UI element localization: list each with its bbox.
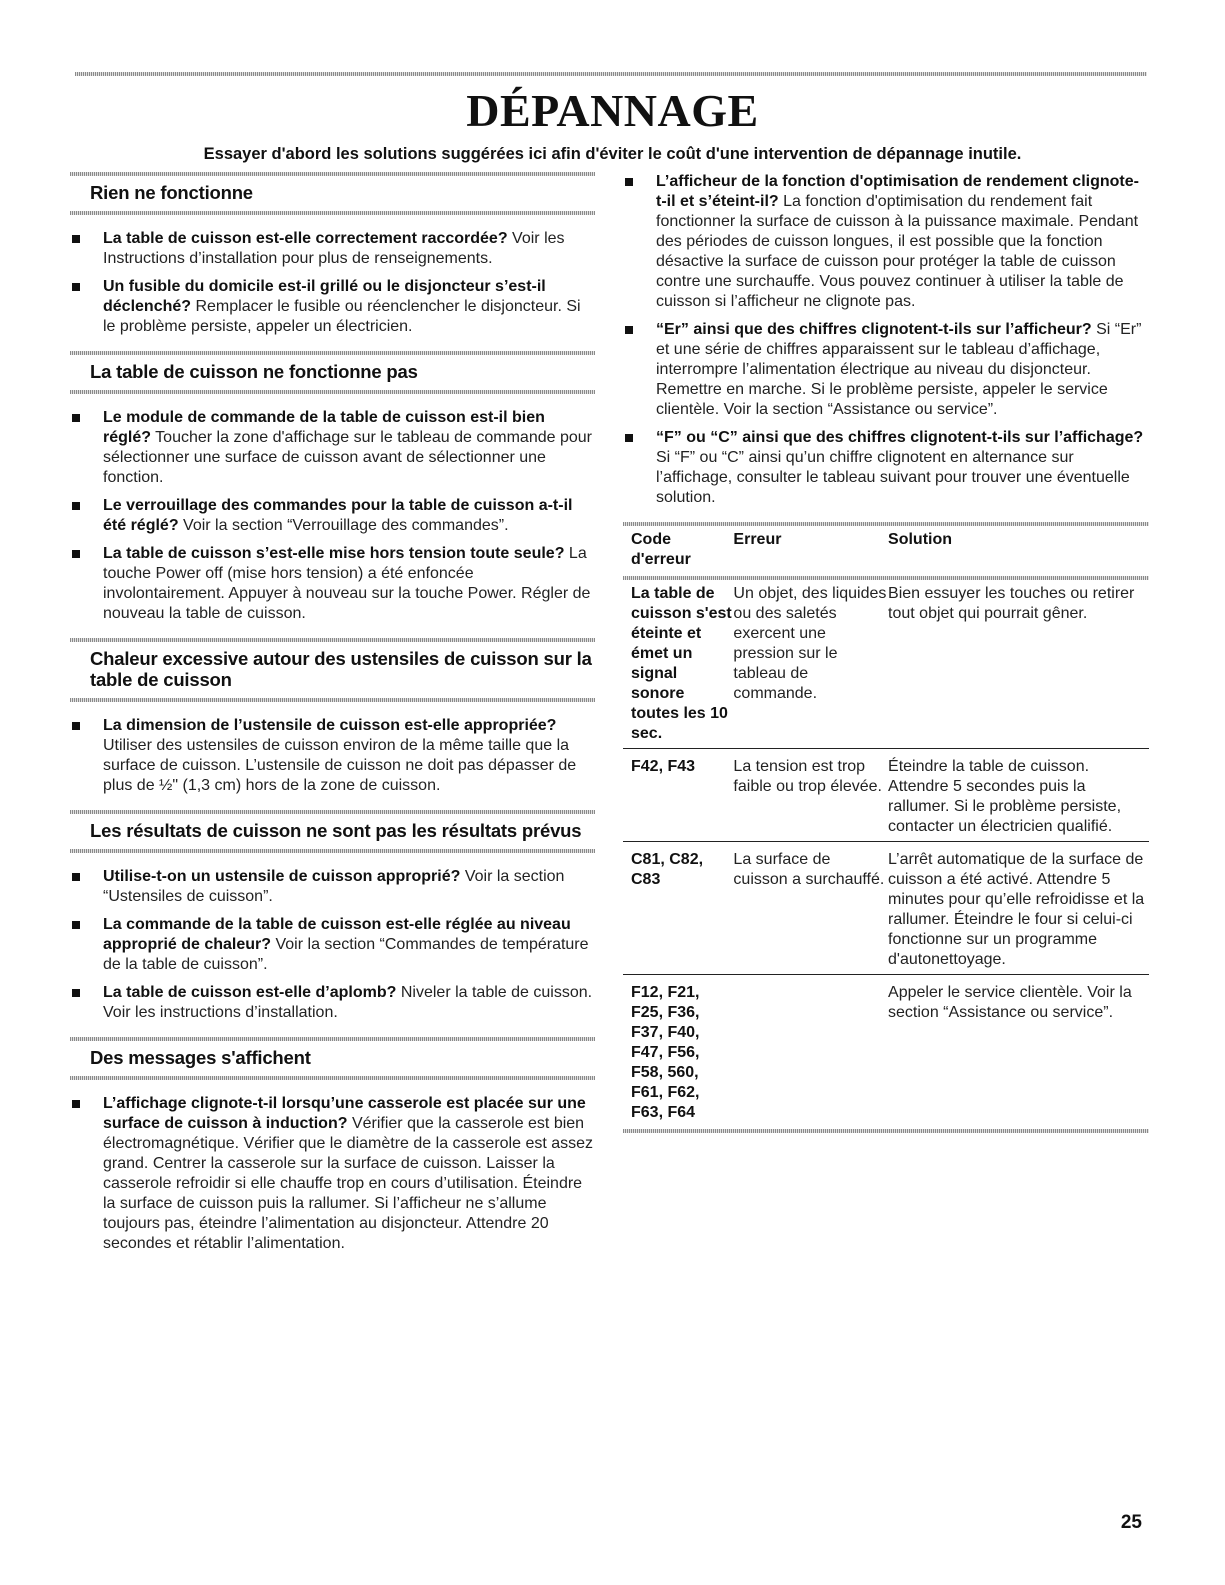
section-list [70,867,595,1023]
table-row [623,975,1149,1133]
table-cell-solution: Appeler le service clientèle. Voir la section “Assistance ou service”. [888,984,1132,1021]
table-header-row [623,522,1149,576]
answer: Vérifier que la casserole est bien électromagnétique. Vérifier que le diamètre de la casserole est assez grand. Centrer la casserole sur la surface de cuisson. Laisser la casserole refroidir si elle chauffe trop en cours d’utilisation. Éteindre la surface de cuisson puis la rallumer. Si l’afficheur ne s’allume toujours pas, éteindre l’alimentation au disjoncteur. Attendre 20 secondes et rétablir l’alimentation. [103,1115,594,1252]
table-cell-code: F42, F43 [631,758,696,775]
bullet-icon [72,873,80,881]
answer: Niveler la table de cuisson. Voir les instructions d’installation. [103,984,593,1021]
table-cell-error: La tension est trop faible ou trop élevée. [733,758,882,795]
section-heading [70,1037,595,1080]
left-column [70,172,595,1268]
answer: Voir la section “Commandes de température de la table de cuisson”. [103,936,589,973]
answer: Utiliser des ustensiles de cuisson environ de la même taille que la surface de cuisson. L’ustensile de cuisson ne doit pas dépasser de plus de ½" (1,3 cm) hors de la zone de cuisson. [103,737,577,794]
top-rule [75,72,1147,76]
bullet-icon [72,989,80,997]
question: Le verrouillage des commandes pour la table de cuisson a-t-il été réglé? [103,497,573,534]
table-row [623,842,1149,975]
list-item [70,496,595,536]
bullet-icon [72,502,80,510]
bullet-icon [625,326,633,334]
section-list [70,408,595,624]
answer: Voir la section “Verrouillage des commandes”. [178,517,509,534]
answer: Si “F” ou “C” ainsi qu’un chiffre clignotent en alternance sur l’affichage, consulter le tableau suivant pour trouver une éventuelle solution. [656,449,1130,506]
table-cell-error: La surface de cuisson a surchauffé. [733,851,885,888]
table-cell-solution: L’arrêt automatique de la surface de cuisson a été activé. Attendre 5 minutes pour qu’elle refroidisse et la rallumer. Éteindre le four si celui-ci fonctionne sur un programme d'autonettoyage. [888,851,1145,968]
section-heading [70,638,595,702]
question: La table de cuisson est-elle correctement raccordée? [103,230,508,247]
section-heading [70,810,595,853]
bullet-icon [72,722,80,730]
list-item [70,867,595,907]
question: “F” ou “C” ainsi que des chiffres clignotent-t-ils sur l’affichage? [656,429,1144,446]
bullet-icon [72,414,80,422]
question: La dimension de l’ustensile de cuisson est-elle appropriée? [103,717,557,734]
list-item [623,172,1149,312]
list-item [70,277,595,337]
table-header-error: Erreur [733,531,782,548]
list-item [70,915,595,975]
answer: La touche Power off (mise hors tension) a été enfoncée involontairement. Appuyer à nouveau sur la touche Power. Régler de nouveau la table de cuisson. [103,545,591,622]
section-list [70,1094,595,1254]
list-item [70,408,595,488]
list-item [70,229,595,269]
question: Le module de commande de la table de cuisson est-il bien réglé? [103,409,545,446]
section-heading [70,172,595,215]
answer: Voir les Instructions d’installation pour plus de renseignements. [103,230,565,267]
table-row [623,749,1149,842]
list-item [70,544,595,624]
answer: Toucher la zone d'affichage sur le tableau de commande pour sélectionner une surface de cuisson avant de sélectionner une fonction. [103,429,592,486]
answer: Voir la section “Ustensiles de cuisson”. [103,868,565,905]
question: La commande de la table de cuisson est-elle réglée au niveau approprié de chaleur? [103,916,571,953]
table-cell-code: F12, F21, F25, F36, F37, F40, F47, F56, F58, 560, F61, F62, F63, F64 [631,984,700,1121]
answer: La fonction d'optimisation du rendement fait fonctionner la surface de cuisson à la puissance maximale. Pendant des périodes de cuisson longues, il est possible que la fonction désactive la surface de cuisson pour protéger la table de cuisson contre une surchauffe. Vous pouvez continuer à utiliser la table de cuisson si l’afficheur ne clignote pas. [656,193,1139,310]
question: Un fusible du domicile est-il grillé ou le disjoncteur s’est-il déclenché? [103,278,546,315]
table-header-solution: Solution [888,531,953,548]
bullet-icon [72,283,80,291]
section-title: Chaleur excessive autour des ustensiles de cuisson sur la table de cuisson [90,648,592,690]
table-header-code: Code d'erreur [631,531,691,568]
question: L’affichage clignote-t-il lorsqu’une casserole est placée sur une surface de cuisson à induction? [103,1095,586,1132]
page-number: 25 [1120,1512,1142,1533]
section-list [623,172,1149,508]
list-item [70,716,595,796]
error-code-table [623,522,1149,1133]
section-title: La table de cuisson ne fonctionne pas [90,361,418,382]
answer: Si “Er” et une série de chiffres apparaissent sur le tableau d’affichage, interrompre l’alimentation électrique au niveau du disjoncteur. Remettre en marche. Si le problème persiste, appeler le service clientèle. Voir la section “Assistance ou service”. [656,321,1142,418]
bullet-icon [625,434,633,442]
answer: Remplacer le fusible ou réenclencher le disjoncteur. Si le problème persiste, appeler un électricien. [103,298,581,335]
bullet-icon [625,178,633,186]
table-cell-error: Un objet, des liquides ou des saletés exercent une pression sur le tableau de commande. [733,585,887,702]
table-row [623,576,1149,749]
question: L’afficheur de la fonction d'optimisation de rendement clignote-t-il et s’éteint-il? [656,173,1139,210]
question: “Er” ainsi que des chiffres clignotent-t-ils sur l’afficheur? [656,321,1092,338]
right-column [623,172,1149,1133]
list-item [70,1094,595,1254]
section-title: Des messages s'affichent [90,1047,311,1068]
section-heading [70,351,595,394]
bullet-icon [72,1100,80,1108]
table-cell-code: C81, C82, C83 [631,851,704,888]
section-title: Rien ne fonctionne [90,182,253,203]
section-title: Les résultats de cuisson ne sont pas les résultats prévus [90,820,582,841]
bullet-icon [72,235,80,243]
table-cell-solution: Éteindre la table de cuisson. Attendre 5 secondes puis la rallumer. Si le problème persiste, contacter un électricien qualifié. [888,758,1122,835]
bullet-icon [72,921,80,929]
list-item [70,983,595,1023]
page-title: DÉPANNAGE [466,85,759,136]
section-list [70,229,595,337]
question: La table de cuisson s’est-elle mise hors tension toute seule? [103,545,565,562]
section-list [70,716,595,796]
list-item [623,428,1149,508]
list-item [623,320,1149,420]
question: La table de cuisson est-elle d’aplomb? [103,984,397,1001]
bullet-icon [72,550,80,558]
table-cell-error [733,983,888,1123]
table-cell-solution: Bien essuyer les touches ou retirer tout objet qui pourrait gêner. [888,585,1135,622]
table-cell-code: La table de cuisson s'est éteinte et émet un signal sonore toutes les 10 sec. [631,585,732,742]
page-subtitle: Essayer d'abord les solutions suggérées ici afin d'éviter le coût d'une intervention de dépannage inutile. [203,145,1022,163]
question: Utilise-t-on un ustensile de cuisson approprié? [103,868,461,885]
